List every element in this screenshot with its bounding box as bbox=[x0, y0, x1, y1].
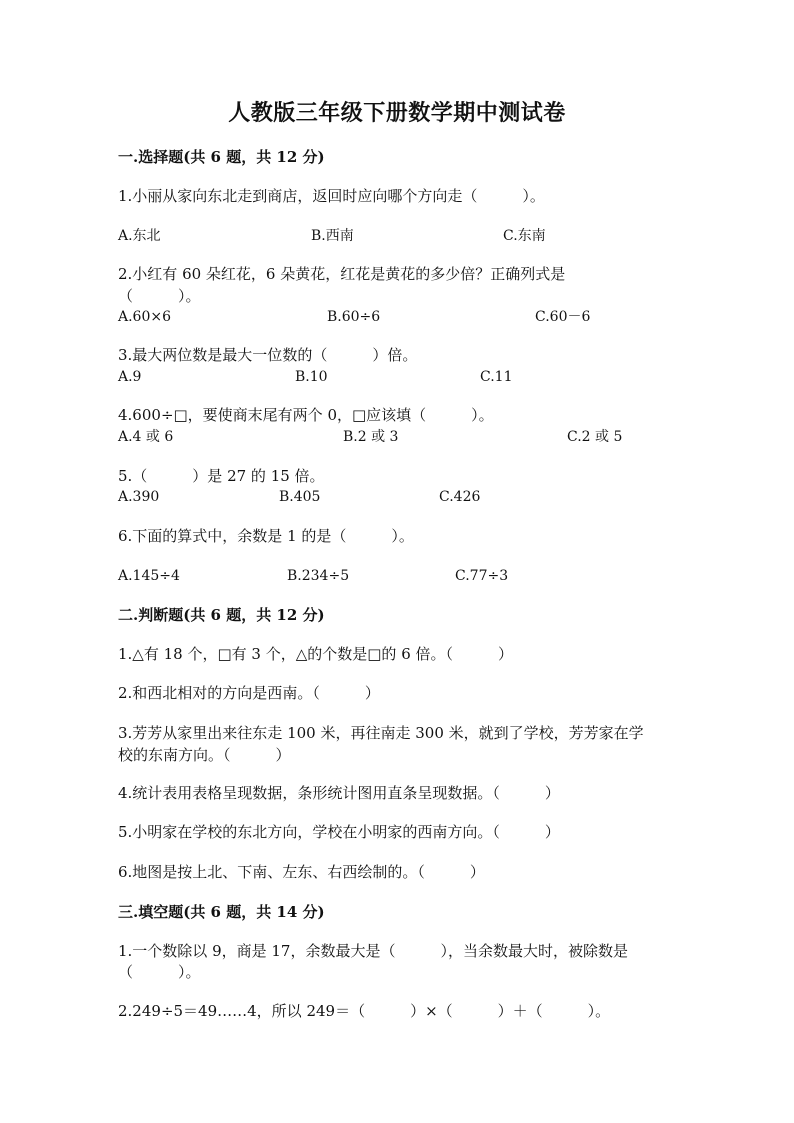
option-b[interactable]: B.60÷6 bbox=[327, 309, 381, 325]
option-c[interactable]: C.60－6 bbox=[535, 309, 591, 325]
option-c[interactable]: C.426 bbox=[439, 489, 481, 505]
question-text-cont: 校的东南方向。（ ） bbox=[118, 746, 291, 764]
option-a[interactable]: A.60×6 bbox=[118, 309, 172, 325]
option-c[interactable]: C.2 或 5 bbox=[567, 429, 623, 445]
question-text: 1.小丽从家向东北走到商店，返回时应向哪个方向走（ ）。 bbox=[118, 187, 545, 205]
section-heading-judgement: 二.判断题(共 6 题，共 12 分) bbox=[118, 606, 325, 624]
option-b[interactable]: B.234÷5 bbox=[287, 568, 350, 584]
question-text: 6.地图是按上北、下南、左东、右西绘制的。（ ） bbox=[118, 863, 485, 881]
question-text: 3.芳芳从家里出来往东走 100 米，再往南走 300 米，就到了学校，芳芳家在学 bbox=[118, 724, 644, 742]
option-c[interactable]: C.77÷3 bbox=[455, 568, 509, 584]
question-text: 1.一个数除以 9，商是 17，余数最大是（ ），当余数最大时，被除数是 bbox=[118, 942, 628, 960]
question-text: 1.△有 18 个，□有 3 个，△的个数是□的 6 倍。（ ） bbox=[118, 645, 514, 663]
option-b[interactable]: B.405 bbox=[279, 489, 321, 505]
question-text: 5.（ ）是 27 的 15 倍。 bbox=[118, 467, 325, 485]
page-title: 人教版三年级下册数学期中测试卷 bbox=[228, 100, 566, 126]
question-text-cont: （ ）。 bbox=[118, 963, 201, 981]
question-text: 2.小红有 60 朵红花，6 朵黄花，红花是黄花的多少倍？正确列式是 bbox=[118, 265, 566, 283]
option-c[interactable]: C.东南 bbox=[503, 228, 546, 244]
question-text: 5.小明家在学校的东北方向，学校在小明家的西南方向。（ ） bbox=[118, 823, 560, 841]
question-text: 2.249÷5＝49……4，所以 249＝（ ）×（ ）＋（ ）。 bbox=[118, 1002, 611, 1020]
option-b[interactable]: B.2 或 3 bbox=[343, 429, 399, 445]
option-a[interactable]: A.东北 bbox=[118, 228, 161, 244]
question-text-cont: （ ）。 bbox=[118, 287, 201, 305]
option-a[interactable]: A.145÷4 bbox=[118, 568, 180, 584]
option-b[interactable]: B.西南 bbox=[311, 228, 354, 244]
option-a[interactable]: A.9 bbox=[118, 369, 142, 385]
option-c[interactable]: C.11 bbox=[480, 369, 513, 385]
question-text: 4.600÷□，要使商末尾有两个 0，□应该填（ ）。 bbox=[118, 406, 494, 424]
option-b[interactable]: B.10 bbox=[295, 369, 328, 385]
question-text: 6.下面的算式中，余数是 1 的是（ ）。 bbox=[118, 527, 414, 545]
question-text: 2.和西北相对的方向是西南。（ ） bbox=[118, 684, 380, 702]
option-a[interactable]: A.4 或 6 bbox=[118, 429, 174, 445]
option-a[interactable]: A.390 bbox=[118, 489, 160, 505]
section-heading-choice: 一.选择题(共 6 题，共 12 分) bbox=[118, 148, 325, 166]
section-heading-fill-in: 三.填空题(共 6 题，共 14 分) bbox=[118, 903, 325, 921]
question-text: 3.最大两位数是最大一位数的（ ）倍。 bbox=[118, 346, 418, 364]
question-text: 4.统计表用表格呈现数据，条形统计图用直条呈现数据。（ ） bbox=[118, 784, 560, 802]
